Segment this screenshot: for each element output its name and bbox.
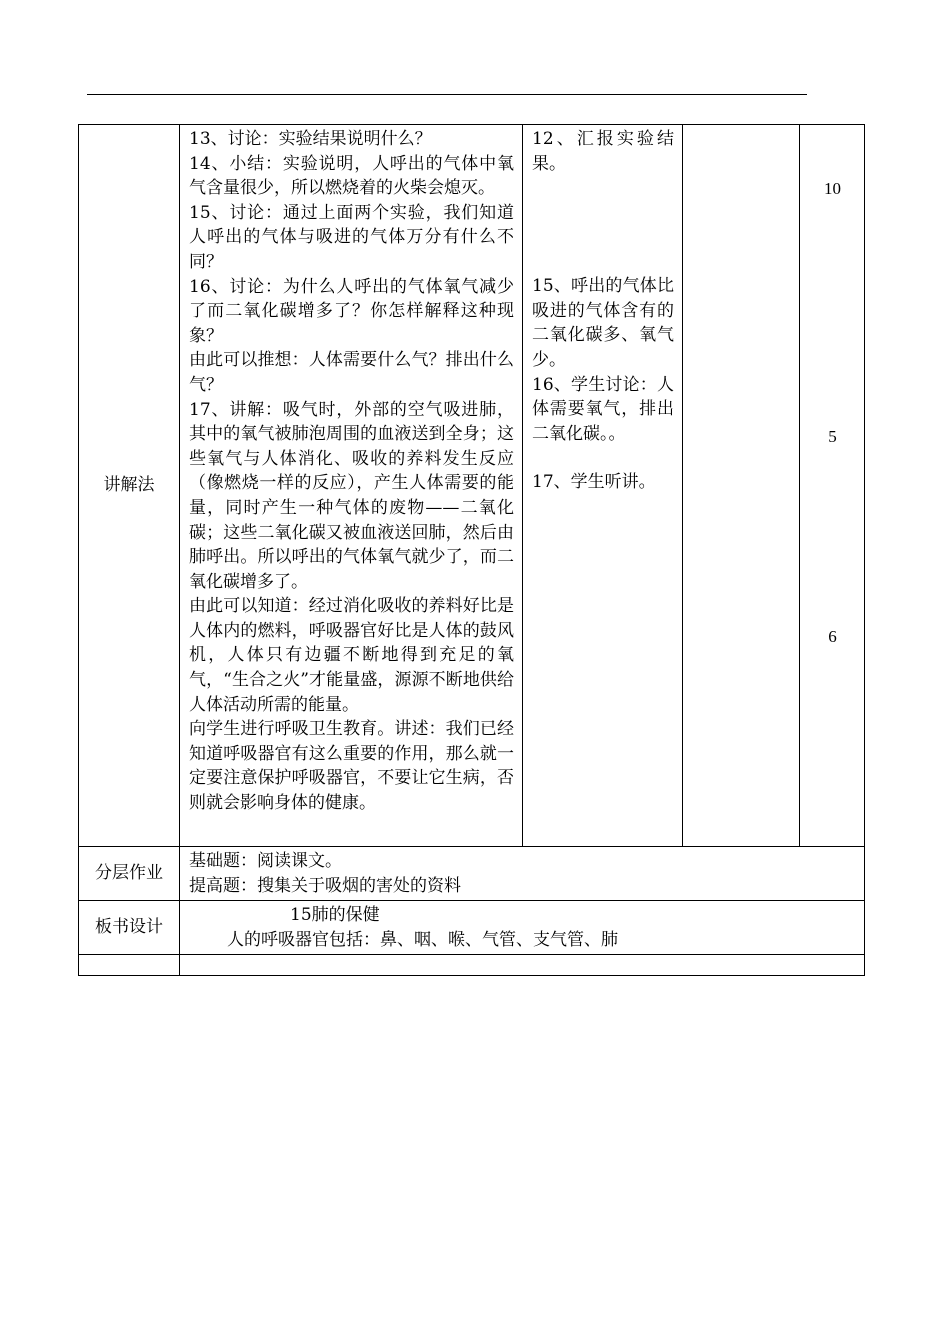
teacher-activity-cell (180, 125, 523, 847)
minutes-cell (800, 125, 865, 847)
homework-content (180, 847, 865, 901)
student-line: 17、学生听讲。 (532, 472, 656, 493)
blank-cell (180, 955, 865, 976)
homework-basic: 基础题：阅读课文。 (189, 851, 342, 871)
homework-advanced: 提高题：搜集关于吸烟的害处的资料 (189, 875, 461, 896)
homework-label: 分层作业 (79, 847, 180, 901)
teacher-line: 向学生进行呼吸卫生教育。讲述：我们已经知道呼吸器官有这么重要的作用，那么就一定要注意保护呼吸器官，不要让它生病，否则就会影响身体的健康。 (189, 719, 514, 814)
header-rule (87, 94, 807, 95)
board-line: 人的呼吸器官包括：鼻、咽、喉、气管、支气管、肺 (227, 929, 618, 950)
method-row (79, 125, 865, 847)
board-content (180, 901, 865, 955)
blank-row (79, 955, 865, 976)
lesson-plan-table (78, 124, 865, 976)
method-label: 讲解法 (79, 125, 180, 847)
minutes-value: 6 (828, 627, 837, 646)
homework-row (79, 847, 865, 901)
blank-cell (79, 955, 180, 976)
teacher-line: 由此可以知道：经过消化吸收的养料好比是人体内的燃料，呼吸器官好比是人体的鼓风机，人体只有边疆不断地得到充足的氧气，“生合之火”才能量盛，源源不断地供给人体活动所需的能量。 (189, 596, 514, 715)
student-line: 15、呼出的气体比吸进的气体含有的二氧化碳多、氧气少。 (532, 276, 674, 370)
minutes-value: 5 (828, 427, 837, 446)
teacher-line: 14、小结：实验说明，人呼出的气体中氧气含量很少，所以燃烧着的火柴会熄灭。 (189, 153, 514, 199)
teacher-line: 17、讲解：吸气时，外部的空气吸进肺，其中的氧气被肺泡周围的血液送到全身；这些氧气与人体消化、吸收的养料发生反应（像燃烧一样的反应），产生人体需要的能量，同时产生一种气体的废物——二氧化碳；这些二氧化碳又被血液送回肺，然后由肺呼出。所以呼出的气体氧气就少了，而二氧化碳增多了。 (189, 399, 514, 592)
board-label: 板书设计 (79, 901, 180, 955)
student-line: 12、汇报实验结果。 (532, 129, 674, 174)
empty-cell (683, 125, 800, 847)
board-title: 15肺的保健 (290, 905, 380, 926)
student-activity-cell (523, 125, 683, 847)
teacher-line: 由此可以推想：人体需要什么气？排出什么气？ (189, 350, 514, 395)
teacher-line: 16、讨论：为什么人呼出的气体氧气减少了而二氧化碳增多了？你怎样解释这种现象？ (189, 276, 514, 346)
minutes-value: 10 (824, 179, 841, 198)
teacher-line: 13、讨论：实验结果说明什么？ (189, 129, 432, 149)
board-row (79, 901, 865, 955)
student-line: 16、学生讨论：人体需要氧气，排出二氧化碳。。 (532, 374, 674, 444)
teacher-line: 15、讨论：通过上面两个实验，我们知道人呼出的气体与吸进的气体万分有什么不同？ (189, 202, 514, 272)
